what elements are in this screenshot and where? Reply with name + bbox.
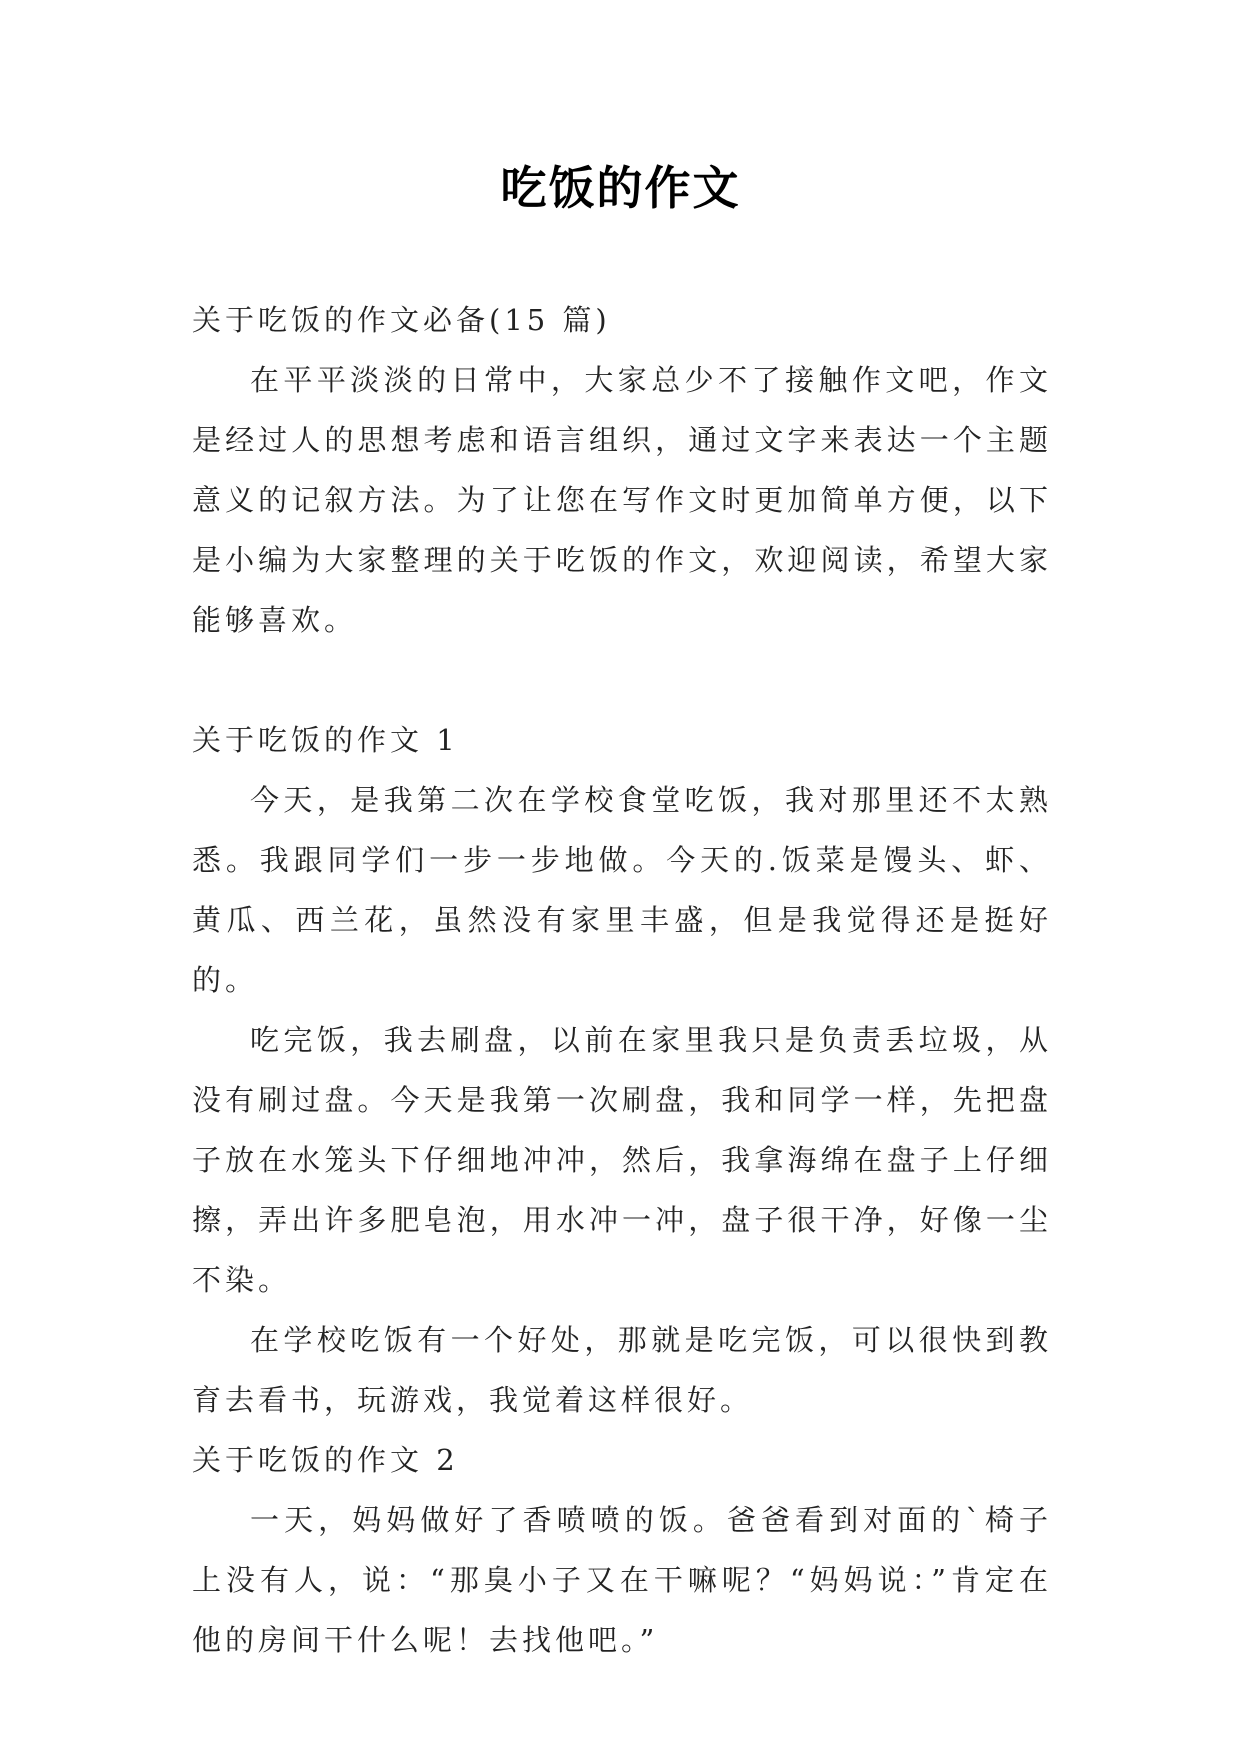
essay-paragraph: 吃完饭，我去刷盘，以前在家里我只是负责丢垃圾，从没有刷过盘。今天是我第一次刷盘，我和同学一样，先把盘子放在水笼头下仔细地冲冲，然后，我拿海绵在盘子上仔细擦，弄出许多肥皂泡，用水冲一冲，盘子很干净，好像一尘不染。 bbox=[192, 1023, 1052, 1297]
document-body bbox=[192, 290, 1052, 1670]
essay-paragraph: 在学校吃饭有一个好处，那就是吃完饭，可以很快到教育去看书，玩游戏，我觉着这样很好。 bbox=[192, 1323, 1052, 1417]
document-title: 吃饭的作文 bbox=[500, 161, 741, 215]
essay-paragraph: 今天，是我第二次在学校食堂吃饭，我对那里还不太熟悉。我跟同学们一步一步地做。今天的.饭菜是馒头、虾、黄瓜、西兰花，虽然没有家里丰盛，但是我觉得还是挺好的。 bbox=[192, 783, 1052, 997]
intro-paragraph: 在平平淡淡的日常中，大家总少不了接触作文吧，作文是经过人的思想考虑和语言组织，通过文字来表达一个主题意义的记叙方法。为了让您在写作文时更加简单方便，以下是小编为大家整理的关于吃饭的作文，欢迎阅读，希望大家能够喜欢。 bbox=[192, 363, 1052, 637]
section-spacer bbox=[192, 650, 1052, 710]
essay-heading: 关于吃饭的作文 2 bbox=[192, 1443, 459, 1477]
essay-heading: 关于吃饭的作文 1 bbox=[192, 723, 459, 757]
document-subtitle: 关于吃饭的作文必备(15 篇) bbox=[192, 303, 611, 337]
essay-paragraph: 一天，妈妈做好了香喷喷的饭。爸爸看到对面的`椅子上没有人，说：“那臭小子又在干嘛呢？“妈妈说：”肯定在他的房间干什么呢！去找他吧。” bbox=[192, 1503, 1052, 1657]
